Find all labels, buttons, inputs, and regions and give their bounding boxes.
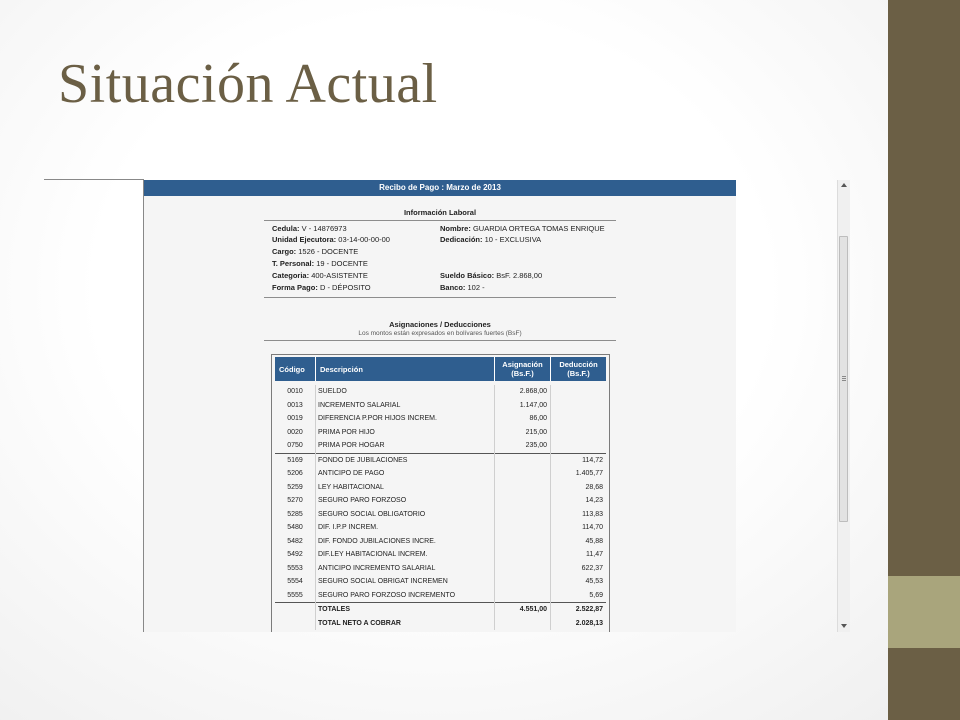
cell-assignment: 215,00 <box>495 426 551 440</box>
payslip-header: Recibo de Pago : Marzo de 2013 <box>144 180 736 196</box>
info-cedula <box>272 224 347 233</box>
cell-assignment <box>495 548 551 562</box>
totals-assignment: 4.551,00 <box>495 603 551 617</box>
info-tpersonal-value: 19 - DOCENTE <box>316 259 368 268</box>
cell-description: ANTICIPO DE PAGO <box>316 467 495 481</box>
cell-code: 5555 <box>287 591 303 599</box>
info-cedula-label: Cedula: <box>272 224 300 233</box>
cell-assignment <box>495 521 551 535</box>
info-forma-pago-label: Forma Pago: <box>272 283 318 292</box>
table-row <box>275 562 606 576</box>
assignments-title: Asignaciones / Deducciones <box>389 320 491 329</box>
cell-assignment <box>495 575 551 589</box>
cell-description: SEGURO SOCIAL OBRIGAT INCREMEN <box>316 575 495 589</box>
divider <box>264 340 616 341</box>
info-nombre <box>440 224 605 233</box>
frame-top-line <box>44 179 144 180</box>
info-sueldo-value: BsF. 2.868,00 <box>496 271 543 280</box>
scroll-down-arrow-icon[interactable] <box>841 624 847 628</box>
table-row <box>275 426 606 440</box>
info-nombre-label: Nombre: <box>440 224 471 233</box>
assignments-table-frame <box>271 354 610 632</box>
info-unidad <box>272 235 390 244</box>
employment-info-title: Información Laboral <box>403 208 477 217</box>
cell-description: SUELDO <box>316 385 495 399</box>
assignments-subtitle: Los montos están expresados en bolívares fuertes (BsF) <box>358 330 522 337</box>
scroll-thumb[interactable] <box>839 236 848 522</box>
table-row <box>275 467 606 481</box>
info-forma-pago <box>272 283 371 292</box>
cell-description: SEGURO SOCIAL OBLIGATORIO <box>316 508 495 522</box>
info-tpersonal <box>272 259 368 268</box>
info-sueldo-label: Sueldo Básico: <box>440 271 495 280</box>
cell-deduction: 114,72 <box>551 453 607 467</box>
cell-description: DIF. I.P.P INCREM. <box>316 521 495 535</box>
info-banco-label: Banco: <box>440 283 466 292</box>
column-header-assignment <box>495 357 551 381</box>
table-header-row <box>275 357 606 381</box>
cell-description: DIFERENCIA P.POR HIJOS INCREM. <box>316 412 495 426</box>
assignments-section-heading <box>264 320 616 344</box>
divider <box>264 220 616 221</box>
table-row <box>275 453 606 467</box>
cell-assignment <box>495 508 551 522</box>
cell-assignment <box>495 481 551 495</box>
cell-assignment <box>495 467 551 481</box>
net-total-value: 2.028,13 <box>551 617 607 631</box>
cell-code: 0750 <box>287 442 303 450</box>
cell-code: 5259 <box>287 483 303 491</box>
table-row <box>275 399 606 413</box>
cell-assignment: 235,00 <box>495 439 551 453</box>
table-row <box>275 385 606 399</box>
slide-title: Situación Actual <box>58 53 438 115</box>
cell-assignment: 1.147,00 <box>495 399 551 413</box>
cell-code: 5554 <box>287 578 303 586</box>
cell-assignment <box>495 494 551 508</box>
cell-code: 5480 <box>287 524 303 532</box>
cell-code <box>275 603 316 617</box>
cell-deduction <box>551 412 607 426</box>
cell-deduction: 28,68 <box>551 481 607 495</box>
info-cargo <box>272 247 358 256</box>
cell-description: ANTICIPO INCREMENTO SALARIAL <box>316 562 495 576</box>
info-tpersonal-label: T. Personal: <box>272 259 315 268</box>
net-total-row <box>275 617 606 631</box>
decorative-strip-top <box>888 0 960 576</box>
cell-code: 5553 <box>287 564 303 572</box>
column-header-deduction-line2: (Bs.F.) <box>567 369 590 378</box>
cell-code: 5285 <box>287 510 303 518</box>
cell-code: 5169 <box>275 453 316 467</box>
cell-description: LEY HABITACIONAL <box>316 481 495 495</box>
employment-info-section <box>264 208 616 301</box>
column-header-description: Descripción <box>316 357 495 381</box>
cell-description: SEGURO PARO FORZOSO INCREMENTO <box>316 589 495 603</box>
column-header-assignment-line1: Asignación <box>502 360 543 369</box>
column-header-assignment-line2: (Bs.F.) <box>511 369 534 378</box>
grip-line <box>842 380 846 381</box>
cell-description: DIF. FONDO JUBILACIONES INCRE. <box>316 535 495 549</box>
totals-deduction: 2.522,87 <box>551 603 607 617</box>
decorative-strip-middle <box>888 576 960 648</box>
cell-deduction: 11,47 <box>551 548 607 562</box>
cell-code: 0019 <box>287 415 303 423</box>
divider <box>264 297 616 298</box>
cell-code: 0010 <box>287 388 303 396</box>
grip-line <box>842 378 846 379</box>
table-row <box>275 508 606 522</box>
table-row <box>275 521 606 535</box>
decorative-strip-bottom <box>888 648 960 720</box>
cell-deduction <box>551 399 607 413</box>
table-row <box>275 412 606 426</box>
cell-code: 5492 <box>287 551 303 559</box>
cell-description: SEGURO PARO FORZOSO <box>316 494 495 508</box>
info-dedicacion-value: 10 - EXCLUSIVA <box>484 235 542 244</box>
cell-deduction: 5,69 <box>551 589 607 603</box>
info-cargo-value: 1526 - DOCENTE <box>298 247 359 256</box>
column-header-code: Código <box>275 357 316 381</box>
info-dedicacion <box>440 235 541 244</box>
cell-deduction: 14,23 <box>551 494 607 508</box>
info-unidad-value: 03-14-00-00-00 <box>338 235 390 244</box>
payslip-viewport <box>144 180 736 632</box>
cell-deduction: 1.405,77 <box>551 467 607 481</box>
scroll-up-arrow-icon[interactable] <box>841 183 847 187</box>
table-row <box>275 575 606 589</box>
cell-code <box>275 617 316 631</box>
cell-deduction <box>551 385 607 399</box>
info-categoria-value: 400-ASISTENTE <box>311 271 368 280</box>
cell-description: PRIMA POR HOGAR <box>316 439 495 453</box>
info-forma-pago-value: D - DÉPOSITO <box>319 283 371 292</box>
table-row <box>275 548 606 562</box>
cell-deduction: 622,37 <box>551 562 607 576</box>
cell-description: FONDO DE JUBILACIONES <box>316 453 495 467</box>
cell-deduction: 113,83 <box>551 508 607 522</box>
info-categoria-label: Categoria: <box>272 271 310 280</box>
info-nombre-value: GUARDIA ORTEGA TOMAS ENRIQUE <box>472 224 605 233</box>
cell-assignment <box>495 589 551 603</box>
cell-code: 5206 <box>287 470 303 478</box>
info-categoria <box>272 271 368 280</box>
totals-label: TOTALES <box>316 603 495 617</box>
cell-code: 5270 <box>287 497 303 505</box>
cell-description: DIF.LEY HABITACIONAL INCREM. <box>316 548 495 562</box>
cell-assignment <box>495 617 551 631</box>
info-sueldo <box>440 271 542 280</box>
cell-description: INCREMENTO SALARIAL <box>316 399 495 413</box>
cell-assignment: 86,00 <box>495 412 551 426</box>
cell-deduction: 114,70 <box>551 521 607 535</box>
totals-row <box>275 603 606 617</box>
cell-deduction <box>551 439 607 453</box>
vertical-scrollbar[interactable] <box>837 180 850 632</box>
column-header-deduction <box>551 357 607 381</box>
cell-code: 0013 <box>287 401 303 409</box>
table-row <box>275 494 606 508</box>
net-total-label: TOTAL NETO A COBRAR <box>316 617 495 631</box>
cell-code: 5482 <box>287 537 303 545</box>
cell-assignment <box>495 562 551 576</box>
table-row <box>275 439 606 453</box>
info-banco <box>440 283 485 292</box>
info-cedula-value: V - 14876973 <box>301 224 347 233</box>
cell-code: 0020 <box>287 428 303 436</box>
cell-assignment <box>495 535 551 549</box>
cell-deduction: 45,53 <box>551 575 607 589</box>
cell-assignment: 2.868,00 <box>495 385 551 399</box>
info-cargo-label: Cargo: <box>272 247 297 256</box>
grip-line <box>842 376 846 377</box>
info-banco-value: 102 - <box>467 283 485 292</box>
cell-description: PRIMA POR HIJO <box>316 426 495 440</box>
info-dedicacion-label: Dedicación: <box>440 235 483 244</box>
cell-deduction: 45,88 <box>551 535 607 549</box>
cell-deduction <box>551 426 607 440</box>
employment-info-grid <box>264 224 616 296</box>
cell-assignment <box>495 453 551 467</box>
assignments-table <box>275 357 606 630</box>
table-row <box>275 589 606 603</box>
table-row <box>275 481 606 495</box>
table-row <box>275 535 606 549</box>
column-header-deduction-line1: Deducción <box>559 360 598 369</box>
info-unidad-label: Unidad Ejecutora: <box>272 235 337 244</box>
